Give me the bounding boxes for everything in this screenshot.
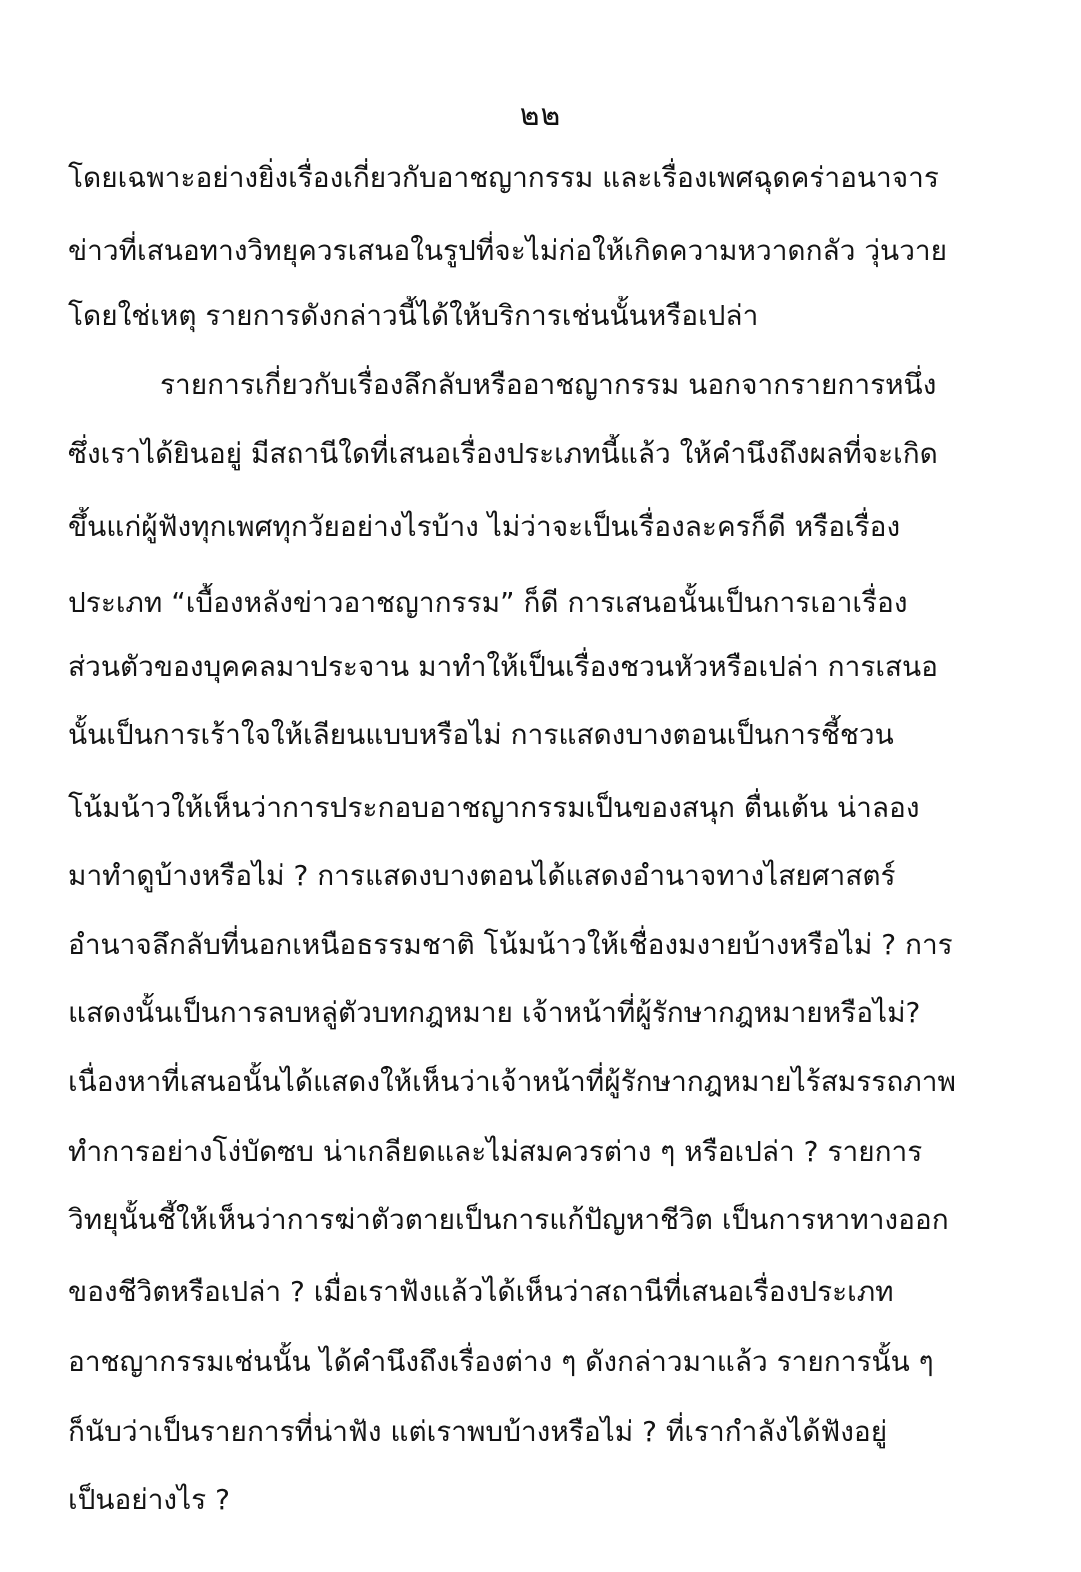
text-line-7: ประเภท “เบื้องหลังข่าวอาชญากรรม” ก็ดี การเสนอนั้นเป็นการเอาเรื่อง: [68, 586, 908, 619]
text-line-17: ของชีวิตหรือเปล่า ? เมื่อเราฟังแล้วได้เห็นว่าสถานีที่เสนอเรื่องประเภท: [68, 1275, 894, 1308]
text-line-13: แสดงนั้นเป็นการลบหลู่ตัวบทกฎหมาย เจ้าหน้าที่ผู้รักษากฎหมายหรือไม่?: [68, 996, 921, 1029]
text-line-19: ก็นับว่าเป็นรายการที่น่าฟัง แต่เราพบบ้างหรือไม่ ? ที่เรากำลังได้ฟังอยู่: [68, 1415, 888, 1448]
text-line-16: วิทยุนั้นชี้ให้เห็นว่าการฆ่าตัวตายเป็นการแก้ปัญหาชีวิต เป็นการหาทางออก: [68, 1203, 949, 1236]
text-line-5: ซึ่งเราได้ยินอยู่ มีสถานีใดที่เสนอเรื่องประเภทนี้แล้ว ให้คำนึงถึงผลที่จะเกิด: [68, 437, 938, 470]
text-line-10: โน้มน้าวให้เห็นว่าการประกอบอาชญากรรมเป็นของสนุก ตื่นเต้น น่าลอง: [68, 791, 920, 824]
page-number: ๒๒: [519, 98, 562, 133]
text-line-3: โดยใช่เหตุ รายการดังกล่าวนี้ได้ให้บริการเช่นนั้นหรือเปล่า: [68, 299, 759, 332]
text-line-11: มาทำดูบ้างหรือไม่ ? การแสดงบางตอนได้แสดงอำนาจทางไสยศาสตร์: [68, 859, 896, 892]
text-line-9: นั้นเป็นการเร้าใจให้เลียนแบบหรือไม่ การแสดงบางตอนเป็นการชี้ชวน: [68, 718, 894, 751]
text-line-2: ข่าวที่เสนอทางวิทยุควรเสนอในรูปที่จะไม่ก่อให้เกิดความหวาดกลัว วุ่นวาย: [68, 234, 948, 267]
text-line-15: ทำการอย่างโง่บัดซบ น่าเกลียดและไม่สมควรต่าง ๆ หรือเปล่า ? รายการ: [68, 1135, 923, 1168]
text-line-1: โดยเฉพาะอย่างยิ่งเรื่องเกี่ยวกับอาชญากรรม และเรื่องเพศฉุดคร่าอนาจาร: [68, 161, 939, 194]
text-line-8: ส่วนตัวของบุคคลมาประจาน มาทำให้เป็นเรื่องชวนหัวหรือเปล่า การเสนอ: [68, 650, 938, 683]
text-line-20: เป็นอย่างไร ?: [68, 1483, 230, 1516]
text-line-18: อาชญากรรมเช่นนั้น ได้คำนึงถึงเรื่องต่าง ๆ ดังกล่าวมาแล้ว รายการนั้น ๆ: [68, 1345, 934, 1378]
text-line-6: ขึ้นแก่ผู้ฟังทุกเพศทุกวัยอย่างไรบ้าง ไม่ว่าจะเป็นเรื่องละครก็ดี หรือเรื่อง: [68, 510, 901, 543]
text-line-12: อำนาจลึกลับที่นอกเหนือธรรมชาติ โน้มน้าวให้เชื่องมงายบ้างหรือไม่ ? การ: [68, 928, 953, 961]
text-line-14: เนื่องหาที่เสนอนั้นได้แสดงให้เห็นว่าเจ้าหน้าที่ผู้รักษากฎหมายไร้สมรรถภาพ: [68, 1065, 956, 1098]
text-line-4: รายการเกี่ยวกับเรื่องลึกลับหรืออาชญากรรม นอกจากรายการหนึ่ง: [160, 368, 937, 401]
